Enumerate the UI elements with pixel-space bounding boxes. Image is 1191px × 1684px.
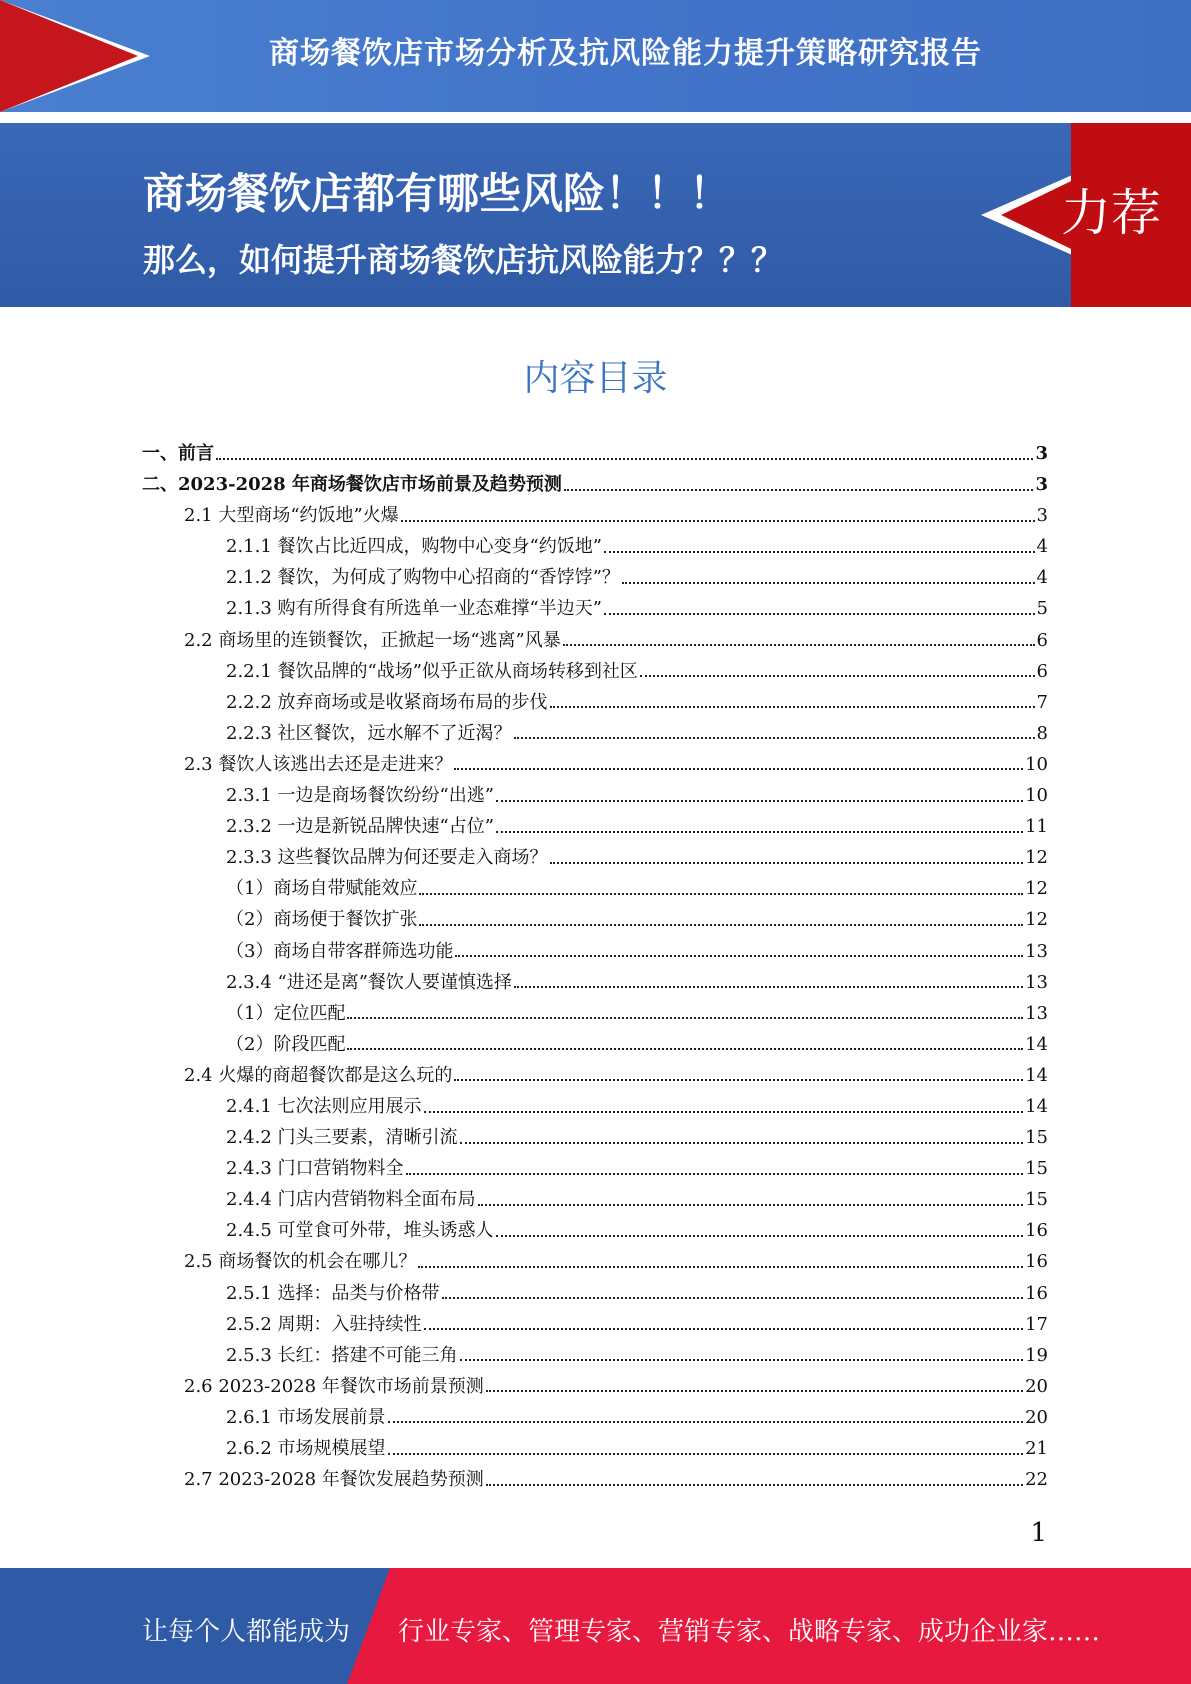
toc-entry-label: 2.5.1 选择：品类与价格带: [226, 1282, 440, 1304]
footer-slogan-right: 行业专家、管理专家、营销专家、战略专家、成功企业家……: [398, 1617, 1101, 1647]
toc-entry[interactable]: [142, 687, 1048, 718]
toc-entry[interactable]: [142, 1464, 1048, 1495]
banner-arrow-red: [0, 0, 138, 112]
recommend-badge: 力荐: [1061, 184, 1161, 242]
toc-entry-page: 12: [1025, 909, 1048, 931]
toc-entry-label: 2.5.3 长红：搭建不可能三角: [226, 1344, 458, 1366]
toc-leader-dots: [419, 924, 1023, 926]
toc-entry-label: 2.3.2 一边是新锐品牌快速“占位”: [226, 816, 494, 838]
toc-leader-dots: [347, 1048, 1023, 1050]
hero-headline: 商场餐饮店都有哪些风险！！！: [143, 169, 732, 218]
toc-entry-page: 15: [1025, 1127, 1048, 1149]
toc-leader-dots: [418, 1266, 1023, 1268]
toc-entry-label: （1）定位匹配: [226, 1002, 346, 1024]
toc-leader-dots: [347, 1017, 1023, 1019]
toc-entry-label: 二、2023-2028 年商场餐饮店市场前景及趋势预测: [142, 474, 562, 496]
toc-entry[interactable]: [142, 1029, 1048, 1060]
toc-entry-page: 20: [1025, 1406, 1048, 1428]
toc-entry-label: 2.4.3 门口营销物料全: [226, 1158, 404, 1180]
toc-heading: 内容目录: [523, 358, 668, 399]
toc-leader-dots: [216, 458, 1033, 460]
toc-entry[interactable]: [142, 936, 1048, 967]
toc-entry[interactable]: [142, 1184, 1048, 1215]
toc-entry-page: 10: [1025, 753, 1048, 775]
toc-entry-page: 6: [1036, 629, 1048, 651]
toc-entry[interactable]: [142, 998, 1048, 1029]
toc-entry-page: 13: [1025, 971, 1048, 993]
toc-entry-label: 2.3.4 “进还是离”餐饮人要谨慎选择: [226, 971, 512, 993]
toc-entry-page: 13: [1025, 940, 1048, 962]
toc-entry-label: 2.4.4 门店内营销物料全面布局: [226, 1189, 476, 1211]
toc-entry[interactable]: [142, 562, 1048, 593]
toc-entry[interactable]: [142, 1153, 1048, 1184]
toc-leader-dots: [401, 520, 1035, 522]
toc-entry[interactable]: [142, 656, 1048, 687]
toc-leader-dots: [604, 613, 1035, 615]
toc-entry-page: 13: [1025, 1002, 1048, 1024]
toc-entry[interactable]: [142, 1246, 1048, 1277]
toc-leader-dots: [496, 831, 1023, 833]
toc-leader-dots: [496, 1235, 1024, 1237]
toc-entry[interactable]: [142, 718, 1048, 749]
toc-entry-page: 11: [1025, 816, 1048, 838]
toc-entry-label: 2.6 2023-2028 年餐饮市场前景预测: [184, 1375, 484, 1397]
toc-entry[interactable]: [142, 1433, 1048, 1464]
top-banner: [0, 0, 1191, 112]
toc-entry[interactable]: [142, 904, 1048, 935]
footer: [0, 1568, 1191, 1684]
toc-entry-page: 16: [1025, 1220, 1048, 1242]
toc-entry-label: 2.3.1 一边是商场餐饮纷纷“出逃”: [226, 785, 494, 807]
toc-entry[interactable]: [142, 625, 1048, 656]
toc-entry[interactable]: [142, 967, 1048, 998]
toc-entry-label: 一、前言: [142, 443, 214, 464]
toc-entry-page: 17: [1025, 1313, 1048, 1335]
toc-leader-dots: [454, 1079, 1023, 1081]
toc-entry-page: 3: [1035, 443, 1048, 464]
toc-entry-label: 2.4.5 可堂食可外带，堆头诱惑人: [226, 1220, 494, 1242]
toc-entry-label: 2.4 火爆的商超餐饮都是这么玩的: [184, 1064, 453, 1086]
toc-entry-label: 2.2.3 社区餐饮，远水解不了近渴？: [226, 722, 512, 744]
toc-entry-label: 2.6.2 市场规模展望: [226, 1438, 386, 1459]
toc-leader-dots: [604, 551, 1035, 553]
toc-entry-page: 12: [1025, 878, 1048, 900]
toc-entry-page: 16: [1025, 1251, 1048, 1273]
toc-entry-page: 6: [1036, 660, 1048, 682]
table-of-contents: [142, 438, 1048, 1495]
toc-entry-page: 19: [1025, 1344, 1048, 1366]
toc-entry[interactable]: [142, 842, 1048, 873]
toc-entry[interactable]: [142, 531, 1048, 562]
toc-entry-page: 15: [1025, 1158, 1048, 1180]
toc-leader-dots: [550, 862, 1024, 864]
toc-entry-page: 4: [1036, 567, 1048, 589]
toc-entry-label: （3）商场自带客群筛选功能: [226, 940, 454, 962]
toc-entry[interactable]: [142, 1215, 1048, 1246]
toc-leader-dots: [460, 1359, 1024, 1361]
toc-leader-dots: [550, 706, 1035, 708]
toc-leader-dots: [406, 1173, 1024, 1175]
toc-entry-label: 2.5 商场餐饮的机会在哪儿？: [184, 1251, 417, 1273]
toc-entry-page: 14: [1025, 1064, 1048, 1086]
toc-leader-dots: [442, 1297, 1024, 1299]
toc-entry[interactable]: [142, 1309, 1048, 1340]
toc-leader-dots: [455, 955, 1023, 957]
toc-entry-label: 2.5.2 周期：入驻持续性: [226, 1313, 422, 1335]
toc-leader-dots: [388, 1421, 1024, 1423]
toc-entry[interactable]: [142, 1122, 1048, 1153]
toc-leader-dots: [622, 582, 1035, 584]
toc-entry[interactable]: [142, 1371, 1048, 1402]
toc-entry-label: 2.4.2 门头三要素，清晰引流: [226, 1127, 458, 1149]
toc-entry-page: 14: [1025, 1033, 1048, 1055]
hero-subheadline: 那么，如何提升商场餐饮店抗风险能力？？？: [143, 241, 784, 279]
toc-leader-dots: [454, 768, 1023, 770]
toc-entry[interactable]: [142, 873, 1048, 904]
toc-entry-label: 2.1 大型商场“约饭地”火爆: [184, 505, 399, 527]
toc-entry-label: 2.7 2023-2028 年餐饮发展趋势预测: [184, 1469, 484, 1491]
toc-leader-dots: [419, 893, 1023, 895]
toc-entry-page: 3: [1036, 505, 1048, 527]
toc-entry-page: 3: [1035, 474, 1048, 496]
toc-entry-page: 10: [1025, 785, 1048, 807]
toc-entry-page: 12: [1025, 847, 1048, 869]
toc-leader-dots: [514, 986, 1023, 988]
toc-leader-dots: [478, 1204, 1024, 1206]
toc-entry-label: 2.1.1 餐饮占比近四成，购物中心变身“约饭地”: [226, 536, 602, 558]
toc-entry[interactable]: [142, 593, 1048, 624]
toc-entry[interactable]: [142, 438, 1048, 469]
toc-leader-dots: [388, 1453, 1024, 1455]
toc-leader-dots: [640, 675, 1035, 677]
toc-entry-page: 16: [1025, 1282, 1048, 1304]
toc-entry-label: 2.6.1 市场发展前景: [226, 1406, 386, 1428]
toc-entry[interactable]: [142, 1402, 1048, 1433]
toc-entry-label: 2.4.1 七次法则应用展示: [226, 1095, 422, 1117]
toc-entry[interactable]: [142, 749, 1048, 780]
toc-leader-dots: [424, 1328, 1024, 1330]
toc-leader-dots: [496, 800, 1023, 802]
toc-entry-page: 4: [1036, 536, 1048, 558]
toc-entry-label: （2）商场便于餐饮扩张: [226, 909, 418, 931]
toc-leader-dots: [563, 644, 1035, 646]
toc-entry-page: 22: [1025, 1469, 1048, 1491]
toc-entry-page: 21: [1025, 1438, 1048, 1459]
toc-entry-label: （1）商场自带赋能效应: [226, 878, 418, 900]
toc-entry-label: 2.1.3 购有所得食有所选单一业态难撑“半边天”: [226, 598, 602, 620]
toc-entry-page: 15: [1025, 1189, 1048, 1211]
toc-entry-label: （2）阶段匹配: [226, 1033, 346, 1055]
toc-leader-dots: [564, 489, 1034, 491]
toc-leader-dots: [514, 737, 1035, 739]
toc-entry-page: 14: [1025, 1095, 1048, 1117]
toc-leader-dots: [486, 1390, 1023, 1392]
toc-entry[interactable]: [142, 469, 1048, 500]
toc-entry-page: 7: [1036, 691, 1048, 713]
toc-entry-page: 5: [1036, 598, 1048, 620]
toc-entry-label: 2.2.2 放弃商场或是收紧商场布局的步伐: [226, 691, 548, 713]
toc-entry-page: 20: [1025, 1375, 1048, 1397]
page-number: 1: [1030, 1518, 1047, 1548]
toc-entry[interactable]: [142, 811, 1048, 842]
toc-leader-dots: [424, 1111, 1024, 1113]
toc-entry[interactable]: [142, 1060, 1048, 1091]
toc-entry[interactable]: [142, 500, 1048, 531]
toc-leader-dots: [460, 1142, 1024, 1144]
toc-entry-page: 8: [1036, 722, 1048, 744]
toc-entry[interactable]: [142, 1091, 1048, 1122]
toc-entry[interactable]: [142, 1340, 1048, 1371]
toc-entry-label: 2.2 商场里的连锁餐饮，正掀起一场“逃离”风暴: [184, 629, 561, 651]
toc-entry-label: 2.1.2 餐饮，为何成了购物中心招商的“香饽饽”？: [226, 567, 620, 589]
report-title: 商场餐饮店市场分析及抗风险能力提升策略研究报告: [269, 36, 982, 71]
toc-entry-label: 2.2.1 餐饮品牌的“战场”似乎正欲从商场转移到社区: [226, 660, 638, 682]
hero-banner: [0, 123, 1191, 307]
toc-entry[interactable]: [142, 780, 1048, 811]
footer-slogan-left: 让每个人都能成为: [142, 1617, 351, 1647]
toc-leader-dots: [486, 1484, 1023, 1486]
toc-entry-label: 2.3 餐饮人该逃出去还是走进来？: [184, 753, 453, 775]
toc-entry[interactable]: [142, 1278, 1048, 1309]
toc-entry-label: 2.3.3 这些餐饮品牌为何还要走入商场？: [226, 847, 548, 869]
